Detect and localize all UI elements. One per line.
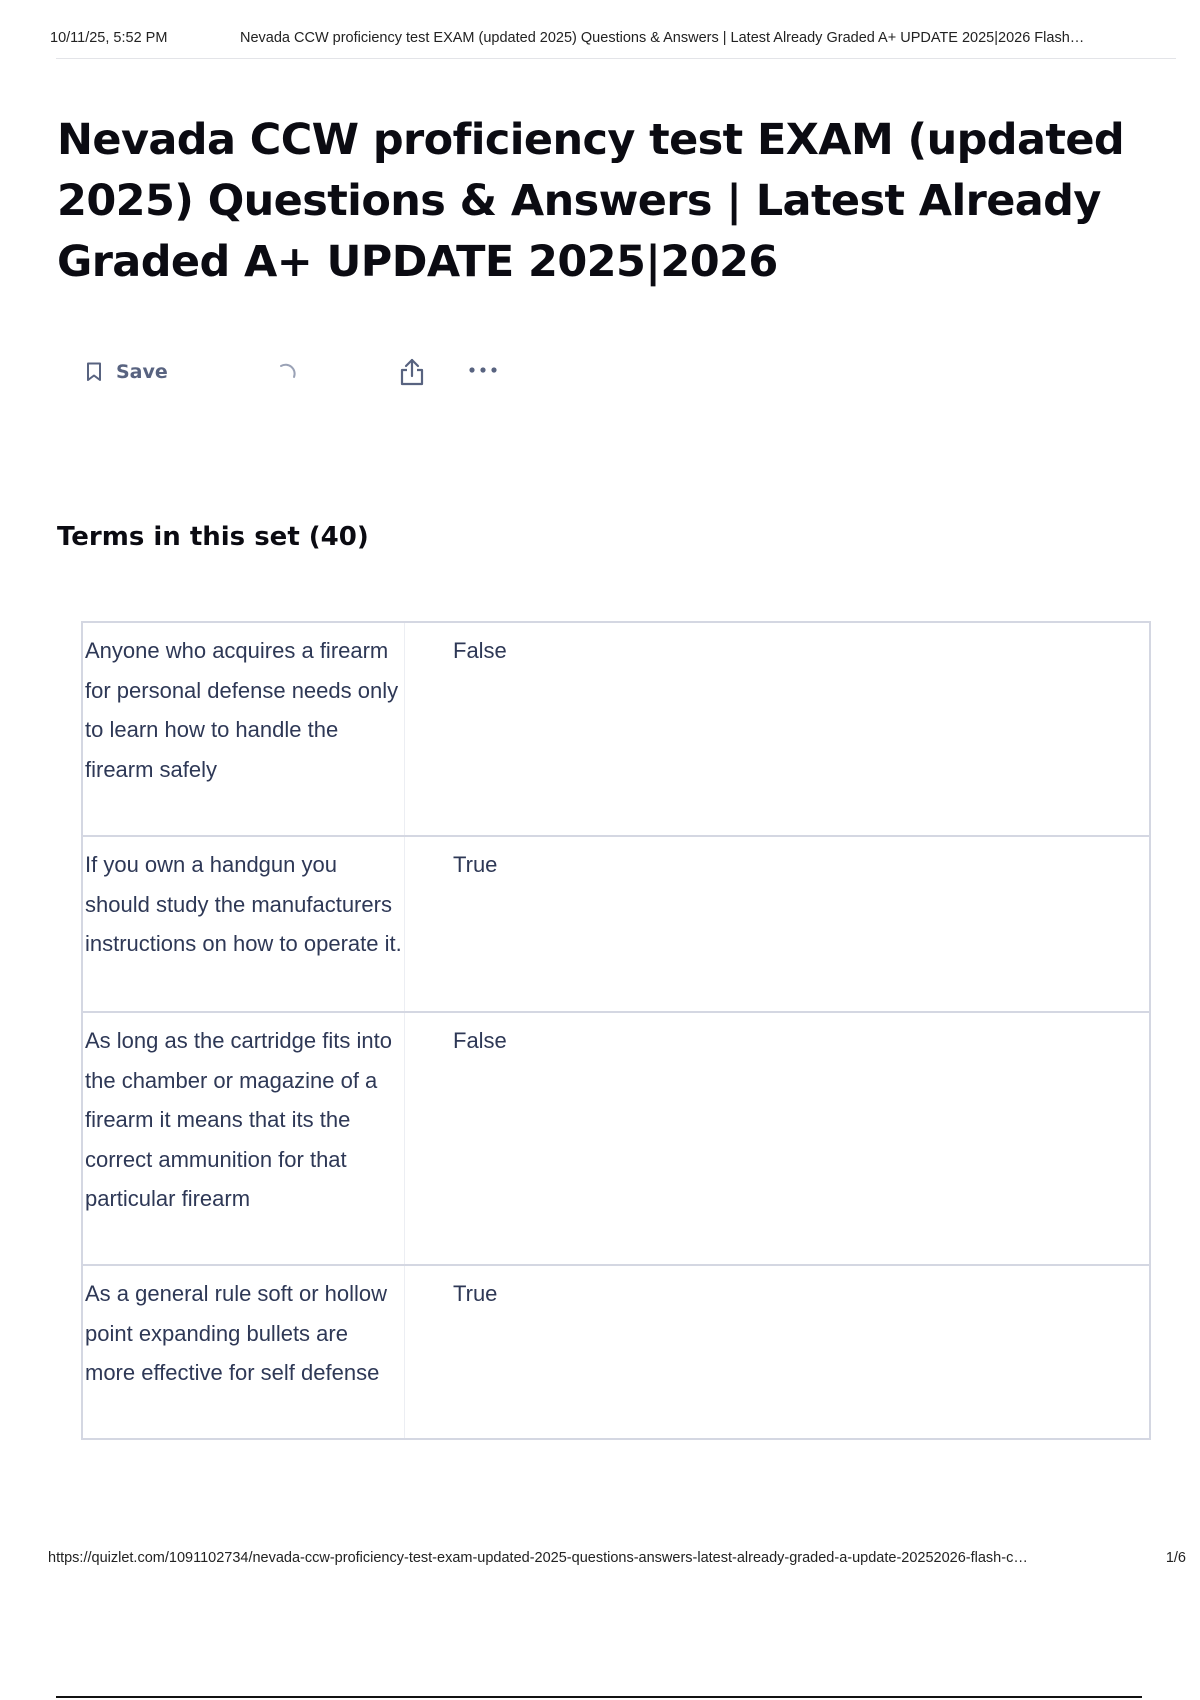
term-list — [81, 623, 1151, 1440]
share-icon[interactable] — [398, 357, 426, 387]
term-text: If you own a handgun you should study the manufacturers instructions on how to operate it. — [83, 837, 405, 1011]
header-divider — [56, 58, 1176, 59]
definition-text: False — [453, 1028, 507, 1053]
term-card — [81, 1011, 1151, 1266]
term-card — [81, 1264, 1151, 1440]
print-page-number: 1/6 — [1165, 1550, 1186, 1566]
print-timestamp: 10/11/25, 5:52 PM — [50, 30, 168, 46]
definition-text: True — [453, 852, 498, 877]
terms-heading: Terms in this set (40) — [57, 522, 369, 552]
page-bottom-divider — [56, 1696, 1142, 1698]
spinner-icon — [276, 361, 300, 385]
term-text: Anyone who acquires a firearm for personal defense needs only to learn how to handle the firearm safely — [83, 623, 405, 835]
term-text: As a general rule soft or hollow point expanding bullets are more effective for self defense — [83, 1266, 405, 1438]
print-url: https://quizlet.com/1091102734/nevada-ccw-proficiency-test-exam-updated-2025-questions-answers-latest-already-graded-a-update-20252026-flash-c… — [48, 1550, 1028, 1566]
print-document-title: Nevada CCW proficiency test EXAM (updated 2025) Questions & Answers | Latest Already Graded A+ UPDATE 2025|2026 Flash… — [240, 30, 1085, 46]
more-icon[interactable] — [468, 365, 500, 375]
save-button-label: Save — [116, 361, 168, 383]
term-card — [81, 835, 1151, 1013]
term-card — [81, 621, 1151, 837]
set-toolbar — [86, 357, 516, 393]
bookmark-icon — [86, 362, 102, 382]
definition-text: True — [453, 1281, 498, 1306]
page-title: Nevada CCW proficiency test EXAM (updated 2025) Questions & Answers | Latest Already Graded A+ UPDATE 2025|2026 — [57, 115, 1125, 287]
definition-text: False — [453, 638, 507, 663]
term-text: As long as the cartridge fits into the chamber or magazine of a firearm it means that its the correct ammunition for that particular firearm — [83, 1013, 405, 1264]
save-button[interactable] — [86, 361, 168, 383]
